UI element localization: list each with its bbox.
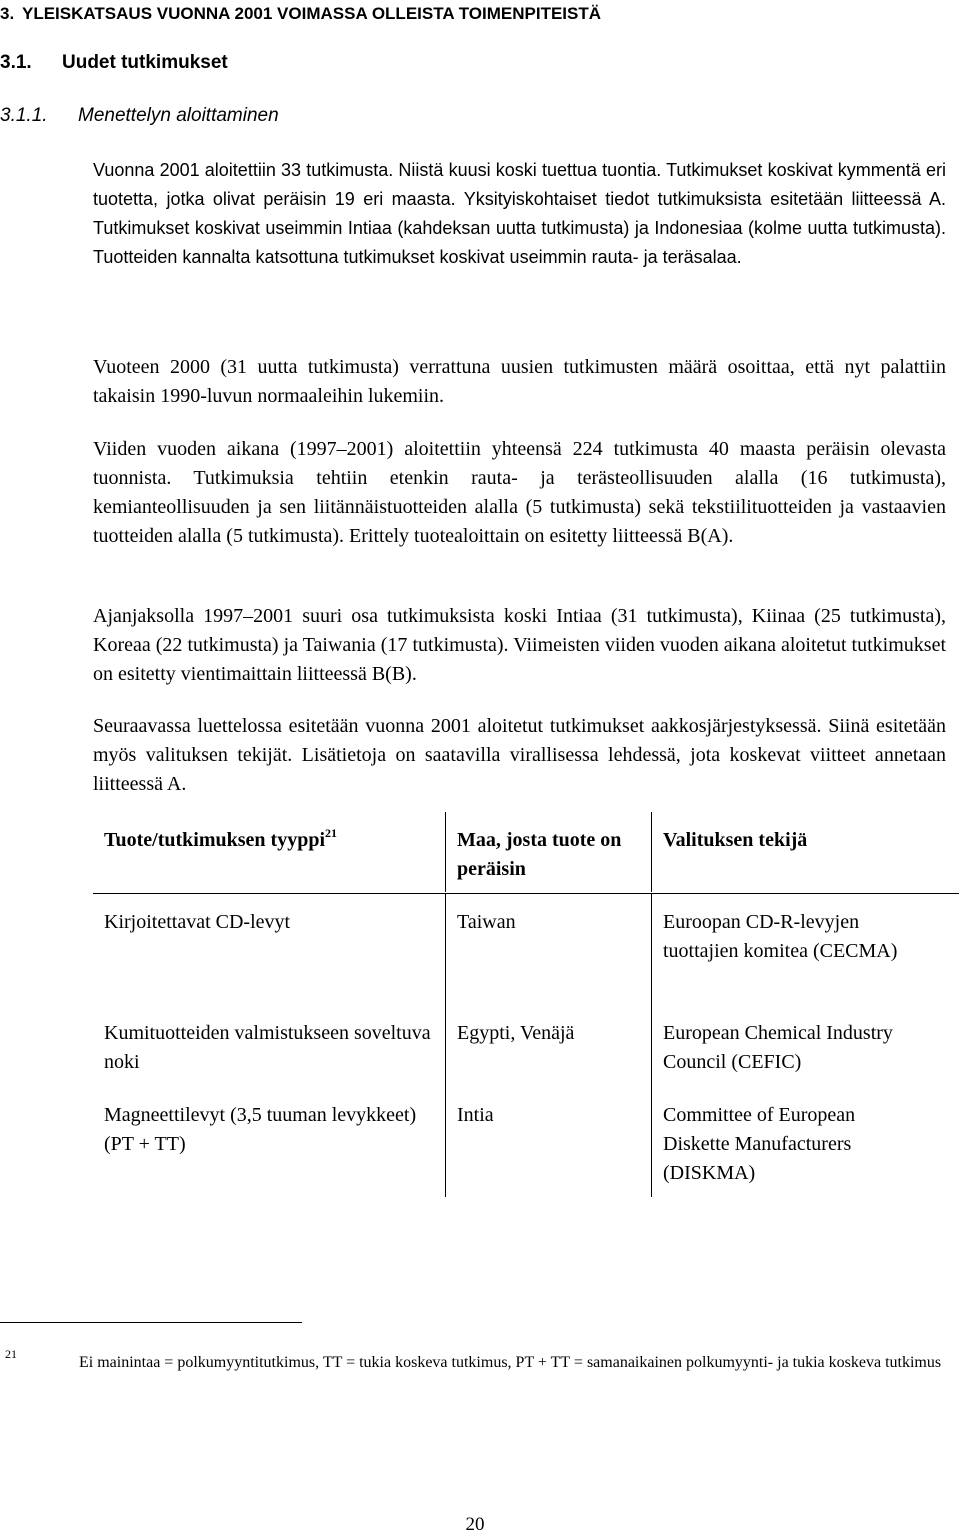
section-heading — [0, 2, 601, 26]
paragraph-list-intro: Seuraavassa luettelossa esitetään vuonna 2001 aloitetut tutkimukset aakkosjärjestyksessä. Siinä esitetään myös valituksen tekijät. Lisätietoja on saatavilla virallisessa lehdessä, jota koskevat viitteet annetaan liitteessä A. — [93, 715, 946, 795]
table-cell-product: Kumituotteiden valmistukseen soveltuva noki — [104, 1022, 431, 1073]
subsection-title: Uudet tutkimukset — [62, 52, 228, 73]
footnote-separator — [0, 1322, 302, 1323]
table-column-rule — [651, 894, 652, 1197]
subsubsection-heading — [0, 104, 279, 128]
subsubsection-number: 3.1.1. — [0, 105, 48, 126]
table-cell-complainant: Euroopan CD-R-levyjen tuottajien komitea (CECMA) — [663, 911, 898, 962]
section-number: 3. — [0, 4, 15, 23]
table-header-complainant: Valituksen tekijä — [663, 829, 808, 851]
table-cell-complainant: European Chemical Industry Council (CEFIC) — [663, 1022, 893, 1073]
table-column-rule — [445, 812, 446, 892]
paragraph-five-year: Viiden vuoden aikana (1997–2001) aloitettiin yhteensä 224 tutkimusta 40 maasta peräisin olevasta tuonnista. Tutkimuksia tehtiin etenkin rauta- ja terästeollisuuden alalla (16 tutkimusta), kemianteollisuuden ja sen liitännäistuotteiden alalla (5 tutkimusta) sekä tekstiilituotteiden ja vastaavien tuotteiden alalla (5 tutkimusta). Erittely tuotealoittain on esitetty liitteessä B(A). — [93, 438, 946, 547]
table-cell-country: Egypti, Venäjä — [457, 1022, 575, 1044]
table-cell-product: Kirjoitettavat CD-levyt — [104, 911, 291, 933]
table-cell-country: Taiwan — [457, 911, 516, 933]
table-header-rule — [93, 893, 959, 894]
section-title: YLEISKATSAUS VUONNA 2001 VOIMASSA OLLEISTA TOIMENPITEISTÄ — [22, 4, 602, 23]
subsection-number: 3.1. — [0, 52, 32, 73]
table-column-rule — [651, 812, 652, 892]
subsection-heading — [0, 51, 228, 75]
table-cell-product: Magneettilevyt (3,5 tuuman levykkeet) (PT + TT) — [104, 1104, 417, 1155]
page-number: 20 — [465, 1514, 485, 1535]
footnote-text: Ei mainintaa = polkumyyntitutkimus, TT = tukia koskeva tutkimus, PT + TT = samanaikainen polkumyynti- ja tukia koskeva tutkimus — [79, 1354, 942, 1371]
table-column-rule — [445, 894, 446, 1197]
paragraph-overview: Vuonna 2001 aloitettiin 33 tutkimusta. Niistä kuusi koski tuettua tuontia. Tutkimukset koskivat kymmentä eri tuotetta, jotka olivat peräisin 19 eri maasta. Yksityiskohtaiset tiedot tutkimuksista esitetään liitteessä A. Tutkimukset koskivat useimmin Intiaa (kahdeksan uutta tutkimusta) ja Indonesiaa (kolme uutta tutkimusta). Tuotteiden kannalta katsottuna tutkimukset koskivat useimmin rauta- ja teräsalaa. — [93, 160, 946, 267]
footnote-ref: 21 — [325, 826, 337, 840]
paragraph-countries: Ajanjaksolla 1997–2001 suuri osa tutkimuksista koski Intiaa (31 tutkimusta), Kiinaa (25 tutkimusta), Koreaa (22 tutkimusta) ja Taiwania (17 tutkimusta). Viimeisten viiden vuoden aikana aloitetut tutkimukset on esitetty vientimaittain liitteessä B(B). — [93, 605, 946, 685]
subsubsection-title: Menettelyn aloittaminen — [78, 105, 279, 126]
table-header-product: Tuote/tutkimuksen tyyppi$^{21}$ — [104, 826, 337, 851]
table-header-country: Maa, josta tuote on peräisin — [457, 829, 622, 880]
table-cell-complainant: Committee of European Diskette Manufacturers (DISKMA) — [663, 1104, 856, 1184]
table-cell-country: Intia — [457, 1104, 494, 1126]
paragraph-comparison: Vuoteen 2000 (31 uutta tutkimusta) verrattuna uusien tutkimusten määrä osoittaa, että nyt palattiin takaisin 1990-luvun normaaleihin lukemiin. — [93, 356, 946, 407]
footnote-number: 21 — [5, 1347, 17, 1361]
